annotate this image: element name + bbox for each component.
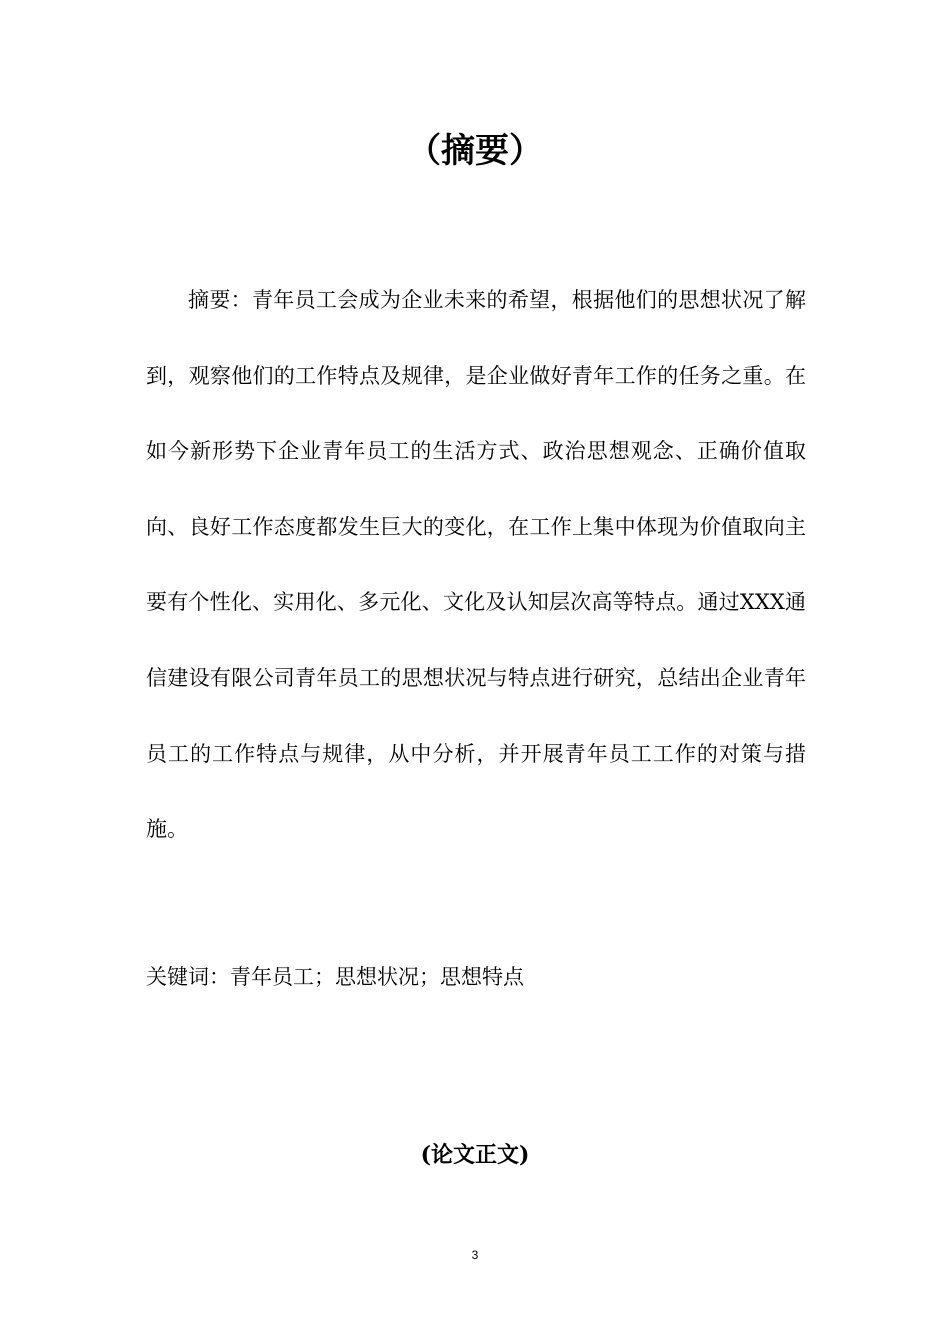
page-number: 3 <box>471 1248 479 1262</box>
abstract-paragraph: 摘要：青年员工会成为企业未来的希望，根据他们的思想状况了解到，观察他们的工作特点及规律，是企业做好青年工作的任务之重。在如今新形势下企业青年员工的生活方式、政治思想观念、正确价值取向、良好工作态度都发生巨大的变化，在工作上集中体现为价值取向主要有个性化、实用化、多元化、文化及认知层次高等特点。通过XXX通信建设有限公司青年员工的思想状况与特点进行研究，总结出企业青年员工的工作特点与规律，从中分析，并开展青年员工工作的对策与措施。 <box>146 288 806 842</box>
keywords-line: 关键词：青年员工；思想状况；思想特点 <box>146 965 524 989</box>
abstract-heading: （摘要） <box>407 131 543 171</box>
body-heading: (论文正文) <box>420 1142 530 1168</box>
